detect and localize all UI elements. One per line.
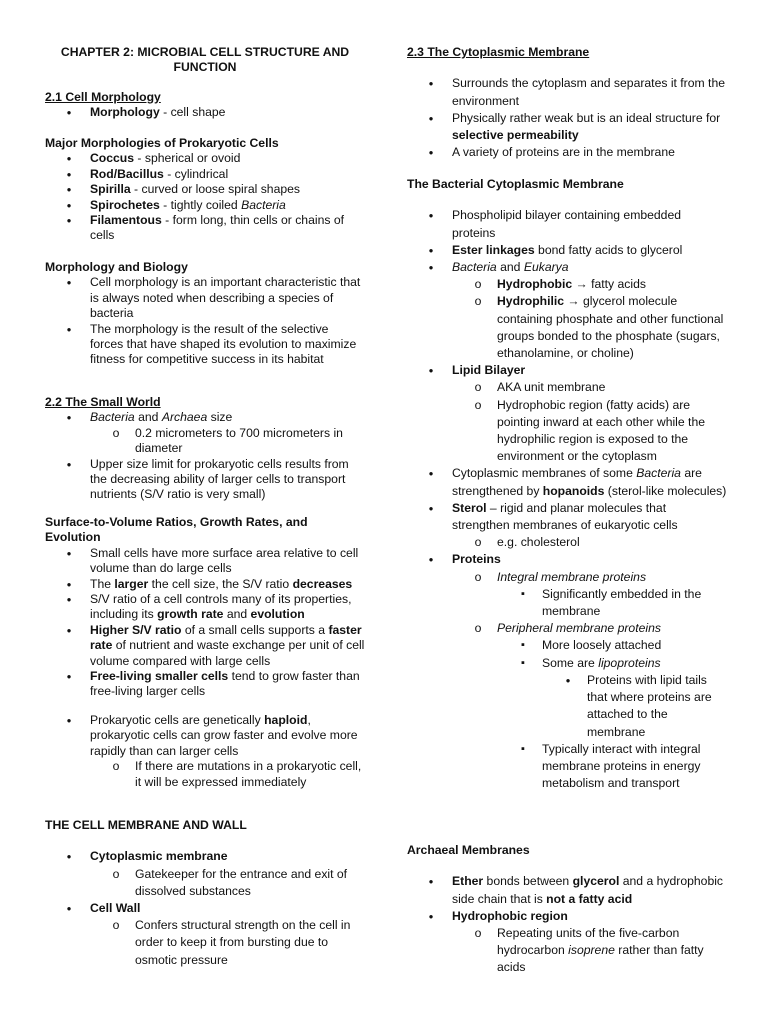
list-item: ● Upper size limit for prokaryotic cells results from the decreasing ability of larger cells to transport nutrients (S/V ratio is very small) (45, 457, 365, 503)
section-2-3 (407, 45, 727, 161)
list-item: ● Ether bonds between glycerol and a hydrophobic side chain that is not a fatty acid (407, 873, 727, 907)
list-item: ● Filamentous - form long, thin cells or chains of cells (45, 213, 365, 244)
bullet-icon: ● (66, 904, 72, 914)
list-item: ● Phospholipid bilayer containing embedded proteins (407, 207, 727, 241)
circle-bullet-icon: o (112, 759, 120, 774)
bullet-icon: ● (428, 469, 434, 479)
section-heading: THE CELL MEMBRANE AND WALL (45, 818, 247, 832)
list-item: ● The larger the cell size, the S/V ratio decreases (45, 577, 365, 592)
section-bacterial-membrane (407, 177, 727, 792)
circle-bullet-icon: o (474, 569, 482, 584)
bullet-icon: ● (428, 877, 434, 887)
circle-bullet-icon: o (474, 397, 482, 412)
list-item: ● Spirochetes - tightly coiled Bacteria (45, 198, 365, 213)
list-subitem: o Repeating units of the five-carbon hydrocarbon isoprene rather than fatty acids (407, 925, 727, 977)
bullet-icon: ● (66, 216, 72, 226)
bullet-icon: ● (66, 672, 72, 682)
list-item: ● Cytoplasmic membrane (45, 848, 365, 865)
circle-bullet-icon: o (474, 535, 482, 550)
bullet-icon: ● (428, 113, 434, 123)
list-subitem: o e.g. cholesterol (407, 534, 727, 551)
list-subitem: o Confers structural strength on the cell in order to keep it from bursting due to osmotic pressure (45, 917, 365, 969)
bullet-icon: ● (66, 595, 72, 605)
section-sv-ratios (45, 515, 365, 700)
list-item: ● Hydrophobic region (407, 908, 727, 925)
list-subitem: o Peripheral membrane proteins (407, 620, 727, 637)
list-subsubitem: ▪ Some are lipoproteins (407, 655, 727, 672)
bullet-icon: ● (66, 324, 72, 334)
section-2-2 (45, 395, 365, 503)
bullet-icon: ● (66, 108, 72, 118)
list-item: ● Spirilla - curved or loose spiral shapes (45, 182, 365, 197)
bullet-icon: ● (66, 548, 72, 558)
section-heading: Major Morphologies of Prokaryotic Cells (45, 136, 279, 150)
bullet-icon: ● (66, 200, 72, 210)
circle-bullet-icon: o (474, 380, 482, 395)
square-bullet-icon: ▪ (521, 587, 525, 600)
list-item: ● Surrounds the cytoplasm and separates it from the environment (407, 75, 727, 109)
list-item: ● Prokaryotic cells are genetically haploid, prokaryotic cells can grow faster and evolve more rapidly than can larger cells (45, 713, 365, 759)
section-morphology-biology (45, 260, 365, 368)
circle-bullet-icon: o (474, 277, 482, 292)
circle-bullet-icon: o (112, 425, 120, 440)
bullet-icon: ● (428, 245, 434, 255)
chapter-title: CHAPTER 2: MICROBIAL CELL STRUCTURE AND FUNCTION (60, 45, 350, 75)
bullet-icon: ● (428, 211, 434, 221)
section-cell-membrane-wall (45, 818, 365, 969)
list-item: ● Cell morphology is an important characteristic that is always noted when describing a species of bacteria (45, 275, 365, 321)
circle-bullet-icon: o (112, 918, 120, 933)
section-2-1 (45, 90, 365, 121)
bullet-icon: ● (66, 278, 72, 288)
list-subitem: o Integral membrane proteins (407, 569, 727, 586)
circle-bullet-icon: o (112, 866, 120, 881)
list-item: ● Cell Wall (45, 900, 365, 917)
bullet-icon: ● (66, 852, 72, 862)
bullet-icon: ● (565, 675, 571, 685)
list-subitem: o If there are mutations in a prokaryotic cell, it will be expressed immediately (45, 759, 365, 790)
list-item: ● Proteins (407, 551, 727, 568)
list-subitem: o Hydrophobic → fatty acids (407, 276, 727, 293)
list-item: ● Lipid Bilayer (407, 362, 727, 379)
bullet-icon: ● (66, 154, 72, 164)
square-bullet-icon: ▪ (521, 742, 525, 755)
bullet-icon: ● (428, 503, 434, 513)
list-item: ● Physically rather weak but is an ideal structure for selective permeability (407, 110, 727, 144)
bullet-icon: ● (428, 79, 434, 89)
list-subsubitem: ▪ More loosely attached (407, 637, 727, 654)
section-heading: Surface-to-Volume Ratios, Growth Rates, and Evolution (45, 515, 308, 545)
list-item: ● S/V ratio of a cell controls many of its properties, including its growth rate and evolution (45, 592, 365, 623)
section-haploid (45, 713, 365, 790)
list-item: ● Higher S/V ratio of a small cells supports a faster rate of nutrient and waste exchange per unit of cell volume compared with large cells (45, 623, 365, 669)
list-subitem: o Hydrophilic → glycerol molecule containing phosphate and other functional groups bonded to the phosphate (sugars, ethanolamine, or choline) (407, 293, 727, 362)
list-item: ● Cytoplasmic membranes of some Bacteria are strengthened by hopanoids (sterol-like molecules) (407, 465, 727, 499)
section-archaeal-membranes (407, 843, 727, 977)
list-item: ● Free-living smaller cells tend to grow faster than free-living larger cells (45, 669, 365, 700)
circle-bullet-icon: o (474, 621, 482, 636)
bullet-icon: ● (428, 911, 434, 921)
bullet-icon: ● (66, 185, 72, 195)
section-heading: Morphology and Biology (45, 260, 188, 274)
bullet-icon: ● (66, 169, 72, 179)
list-subitem: o Gatekeeper for the entrance and exit of dissolved substances (45, 866, 365, 900)
list-item: ● The morphology is the result of the selective forces that have shaped its evolution to maximize fitness for competitive success in its habitat (45, 322, 365, 368)
bullet-icon: ● (66, 625, 72, 635)
list-subitem: o 0.2 micrometers to 700 micrometers in diameter (45, 426, 365, 457)
section-heading: The Bacterial Cytoplasmic Membrane (407, 177, 624, 191)
bullet-icon: ● (428, 148, 434, 158)
list-item: ● Bacteria and Archaea size (45, 410, 365, 425)
bullet-icon: ● (428, 555, 434, 565)
bullet-icon: ● (428, 263, 434, 273)
list-item: ● Sterol – rigid and planar molecules that strengthen membranes of eukaryotic cells (407, 500, 727, 534)
list-subsubitem: ▪ Significantly embedded in the membrane (407, 586, 727, 620)
section-heading: 2.3 The Cytoplasmic Membrane (407, 45, 590, 59)
circle-bullet-icon: o (474, 926, 482, 941)
list-item: ● Ester linkages bond fatty acids to glycerol (407, 242, 727, 259)
square-bullet-icon: ▪ (521, 639, 525, 652)
list-item: ● Bacteria and Eukarya (407, 259, 727, 276)
list-subitem: o Hydrophobic region (fatty acids) are pointing inward at each other while the hydrophilic region is exposed to the environment or the cytoplasm (407, 397, 727, 466)
list-item: ● Coccus - spherical or ovoid (45, 151, 365, 166)
list-subitem: o AKA unit membrane (407, 379, 727, 396)
list-item: ● Rod/Bacillus - cylindrical (45, 167, 365, 182)
section-major-morphologies (45, 136, 365, 244)
list-subsubitem: ▪ Typically interact with integral membrane proteins in energy metabolism and transport (407, 741, 727, 793)
section-heading: 2.2 The Small World (45, 395, 161, 409)
bullet-icon: ● (66, 716, 72, 725)
list-subsubsubitem: ● Proteins with lipid tails that where proteins are attached to the membrane (407, 672, 727, 741)
bullet-icon: ● (428, 366, 434, 376)
circle-bullet-icon: o (474, 294, 482, 309)
bullet-icon: ● (66, 413, 72, 423)
square-bullet-icon: ▪ (521, 656, 525, 669)
bullet-icon: ● (66, 459, 72, 469)
section-heading: 2.1 Cell Morphology (45, 90, 161, 104)
list-item: ● Morphology - cell shape (45, 105, 365, 120)
list-item: ● Small cells have more surface area relative to cell volume than do large cells (45, 546, 365, 577)
section-heading: Archaeal Membranes (407, 843, 530, 857)
bullet-icon: ● (66, 579, 72, 589)
list-item: ● A variety of proteins are in the membrane (407, 144, 727, 161)
